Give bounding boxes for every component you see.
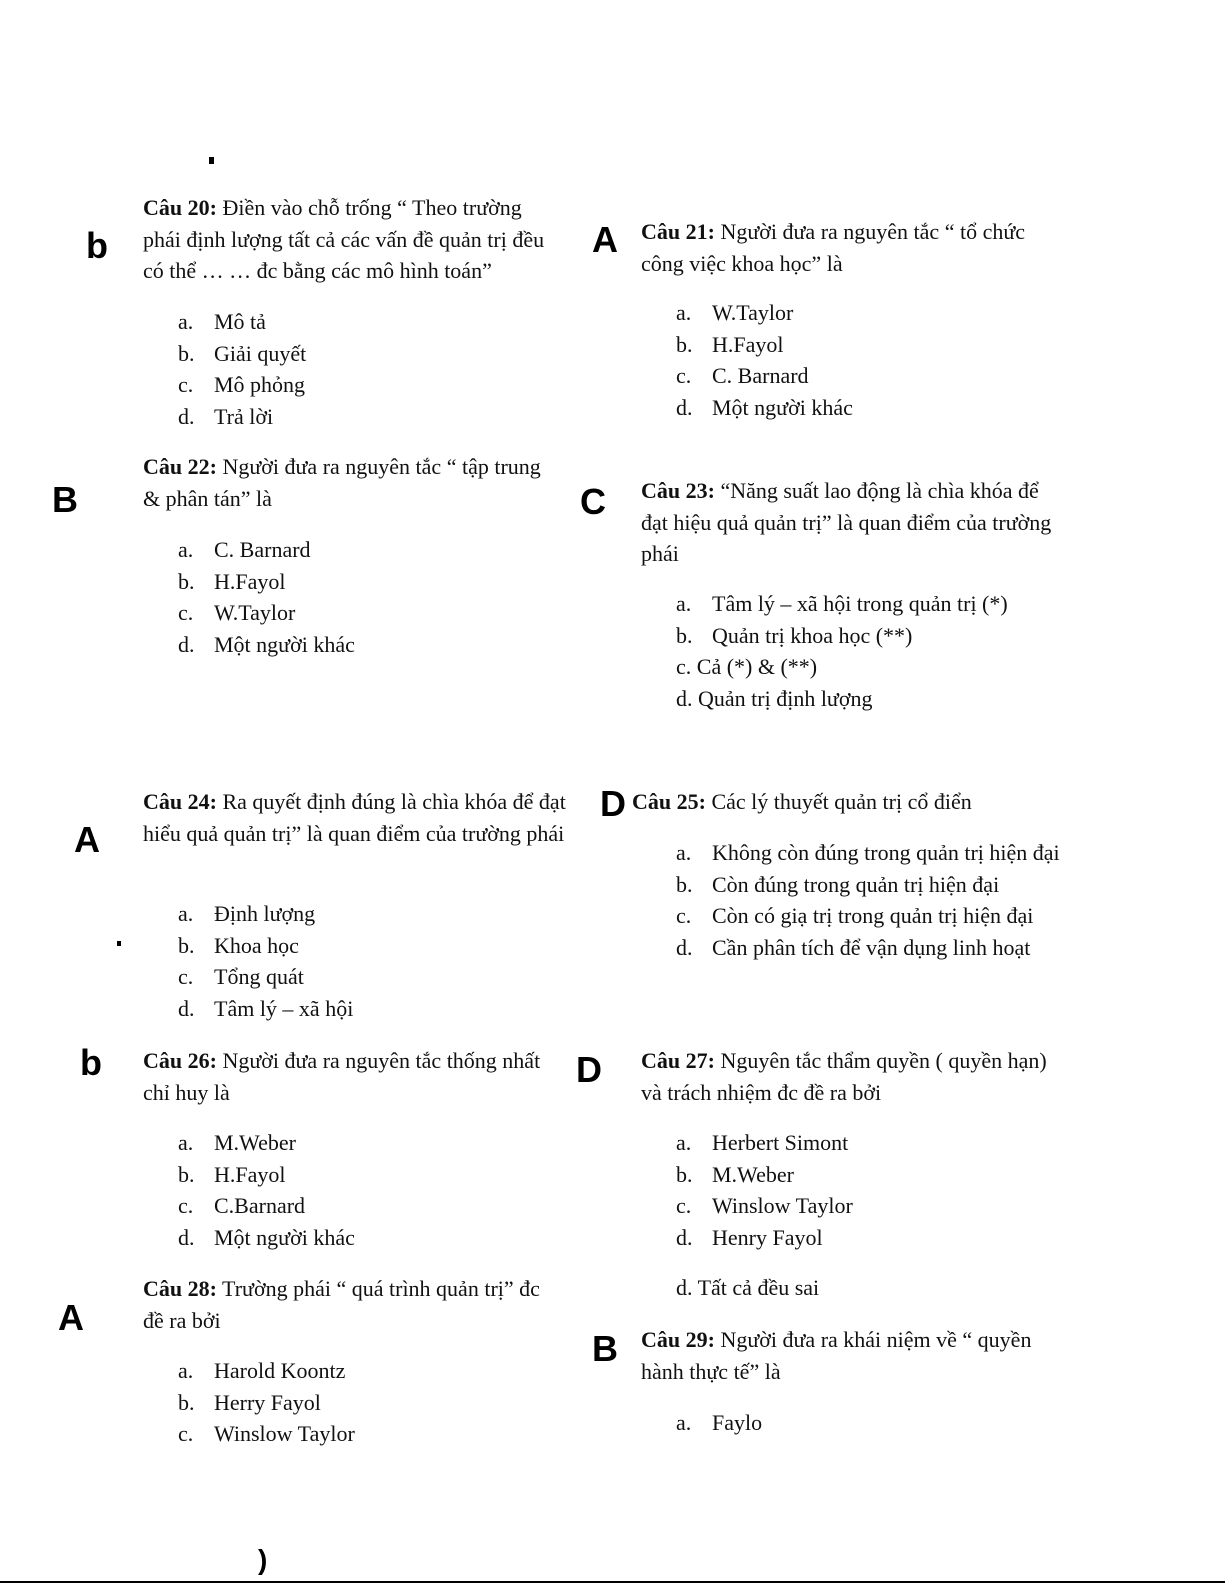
option-c: c. Mô phỏng <box>178 372 306 397</box>
option-d: d. Cần phân tích để vận dụng linh hoạt <box>676 934 1031 960</box>
question-label: Câu 22: <box>143 454 217 479</box>
bottom-rule <box>0 1581 1225 1583</box>
option-a: a. C. Barnard <box>178 537 311 562</box>
question-text: Người đưa ra nguyên tắc “ tổ chức công việc khoa học” là <box>641 219 1026 276</box>
answer-mark: A <box>58 1297 84 1338</box>
answer-mark: A <box>74 819 100 860</box>
option-b: b. Herry Fayol <box>178 1389 321 1415</box>
options-26 <box>178 1127 355 1253</box>
option-a: a. Herbert Simont <box>676 1130 849 1155</box>
answer-mark: C <box>580 481 606 522</box>
option-a: a. Harold Koontz <box>178 1358 346 1383</box>
question-text: “Năng suất lao động là chìa khóa để đạt hiệu quả quản trị” là quan điểm của trường phái <box>641 478 1052 566</box>
option-d: d. Quản trị định lượng <box>676 685 873 711</box>
option-c: c. C. Barnard <box>676 363 809 388</box>
option-b: b. H.Fayol <box>178 568 286 594</box>
question-text: Người đưa ra nguyên tắc thống nhất chỉ huy là <box>143 1048 541 1105</box>
option-d: d. Một người khác <box>676 394 853 420</box>
question-24 <box>143 786 575 849</box>
options-20 <box>178 306 306 432</box>
option-extra: d. Tất cả đều sai <box>676 1275 820 1300</box>
question-26 <box>143 1045 563 1108</box>
option-d: d. Trả lời <box>178 403 274 429</box>
options-23 <box>676 588 1008 714</box>
question-text: Người đưa ra khái niệm về “ quyền hành thực tế” là <box>641 1327 1032 1384</box>
options-21 <box>676 297 853 423</box>
stray-dot <box>209 157 214 164</box>
question-label: Câu 26: <box>143 1048 217 1073</box>
option-b: b. H.Fayol <box>178 1161 286 1187</box>
option-d: d. Một người khác <box>178 631 355 657</box>
answer-mark: D <box>600 783 626 824</box>
answer-mark: b <box>86 225 108 266</box>
question-23 <box>641 475 1061 570</box>
option-b: b. Quản trị khoa học (**) <box>676 622 913 648</box>
option-d: d. Henry Fayol <box>676 1224 823 1250</box>
question-label: Câu 24: <box>143 789 217 814</box>
option-c: c. Winslow Taylor <box>676 1193 853 1218</box>
question-text: Nguyên tắc thẩm quyền ( quyền hạn) và trách nhiệm đc đề ra bởi <box>641 1048 1047 1105</box>
question-text: Ra quyết định đúng là chìa khóa để đạt hiểu quả quản trị” là quan điểm của trường phái <box>143 789 566 846</box>
question-text: Điền vào chỗ trống “ Theo trường phái định lượng tất cả các vấn đề quản trị đều có thể … … đc bằng các mô hình toán” <box>143 195 545 283</box>
options-24 <box>178 898 353 1024</box>
question-21 <box>641 216 1071 279</box>
answer-mark: A <box>592 219 618 260</box>
question-label: Câu 28: <box>143 1276 217 1301</box>
footer-mark: ) <box>258 1544 268 1575</box>
option-a: a. Tâm lý – xã hội trong quản trị (*) <box>676 591 1008 616</box>
option-a: a. M.Weber <box>178 1130 296 1155</box>
options-27 <box>676 1127 853 1304</box>
question-22 <box>143 451 563 514</box>
question-25 <box>632 786 1072 818</box>
question-27 <box>641 1045 1061 1108</box>
option-c: c. C.Barnard <box>178 1193 306 1218</box>
answer-mark: D <box>576 1049 602 1090</box>
option-d: d. Tâm lý – xã hội <box>178 995 354 1021</box>
option-c: c. Winslow Taylor <box>178 1421 355 1446</box>
question-28 <box>143 1273 563 1336</box>
option-a: a. Định lượng <box>178 901 316 926</box>
question-label: Câu 25: <box>632 789 706 814</box>
option-a: a. W.Taylor <box>676 300 794 325</box>
option-b: b. Còn đúng trong quản trị hiện đại <box>676 871 1000 897</box>
question-text: Người đưa ra nguyên tắc “ tập trung & phân tán” là <box>143 454 541 511</box>
stray-dot <box>117 941 121 946</box>
option-b: b. Giải quyết <box>178 340 307 366</box>
option-a: a. Mô tả <box>178 309 266 334</box>
answer-mark: B <box>592 1328 618 1369</box>
options-28 <box>178 1355 355 1450</box>
question-label: Câu 23: <box>641 478 715 503</box>
option-c: c. Tổng quát <box>178 964 304 989</box>
question-20 <box>143 192 563 287</box>
option-a: a. Faylo <box>676 1410 763 1435</box>
answer-mark: B <box>52 479 78 520</box>
question-label: Câu 29: <box>641 1327 715 1352</box>
question-label: Câu 20: <box>143 195 217 220</box>
question-text: Trường phái “ quá trình quản trị” đc đề ra bởi <box>143 1276 540 1333</box>
option-c: c. Còn có giạ trị trong quản trị hiện đại <box>676 903 1034 928</box>
options-22 <box>178 534 355 660</box>
question-label: Câu 21: <box>641 219 715 244</box>
options-29 <box>676 1407 762 1439</box>
question-29 <box>641 1324 1071 1387</box>
option-c: c. Cả (*) & (**) <box>676 654 818 679</box>
option-c: c. W.Taylor <box>178 600 296 625</box>
option-b: b. Khoa học <box>178 932 299 958</box>
option-b: b. H.Fayol <box>676 331 784 357</box>
question-text: Các lý thuyết quản trị cổ điển <box>705 789 972 814</box>
option-b: b. M.Weber <box>676 1161 794 1187</box>
question-label: Câu 27: <box>641 1048 715 1073</box>
options-25 <box>676 837 1076 963</box>
option-d: d. Một người khác <box>178 1224 355 1250</box>
answer-mark: b <box>80 1042 102 1083</box>
option-a: a. Không còn đúng trong quản trị hiện đại <box>676 840 1060 865</box>
